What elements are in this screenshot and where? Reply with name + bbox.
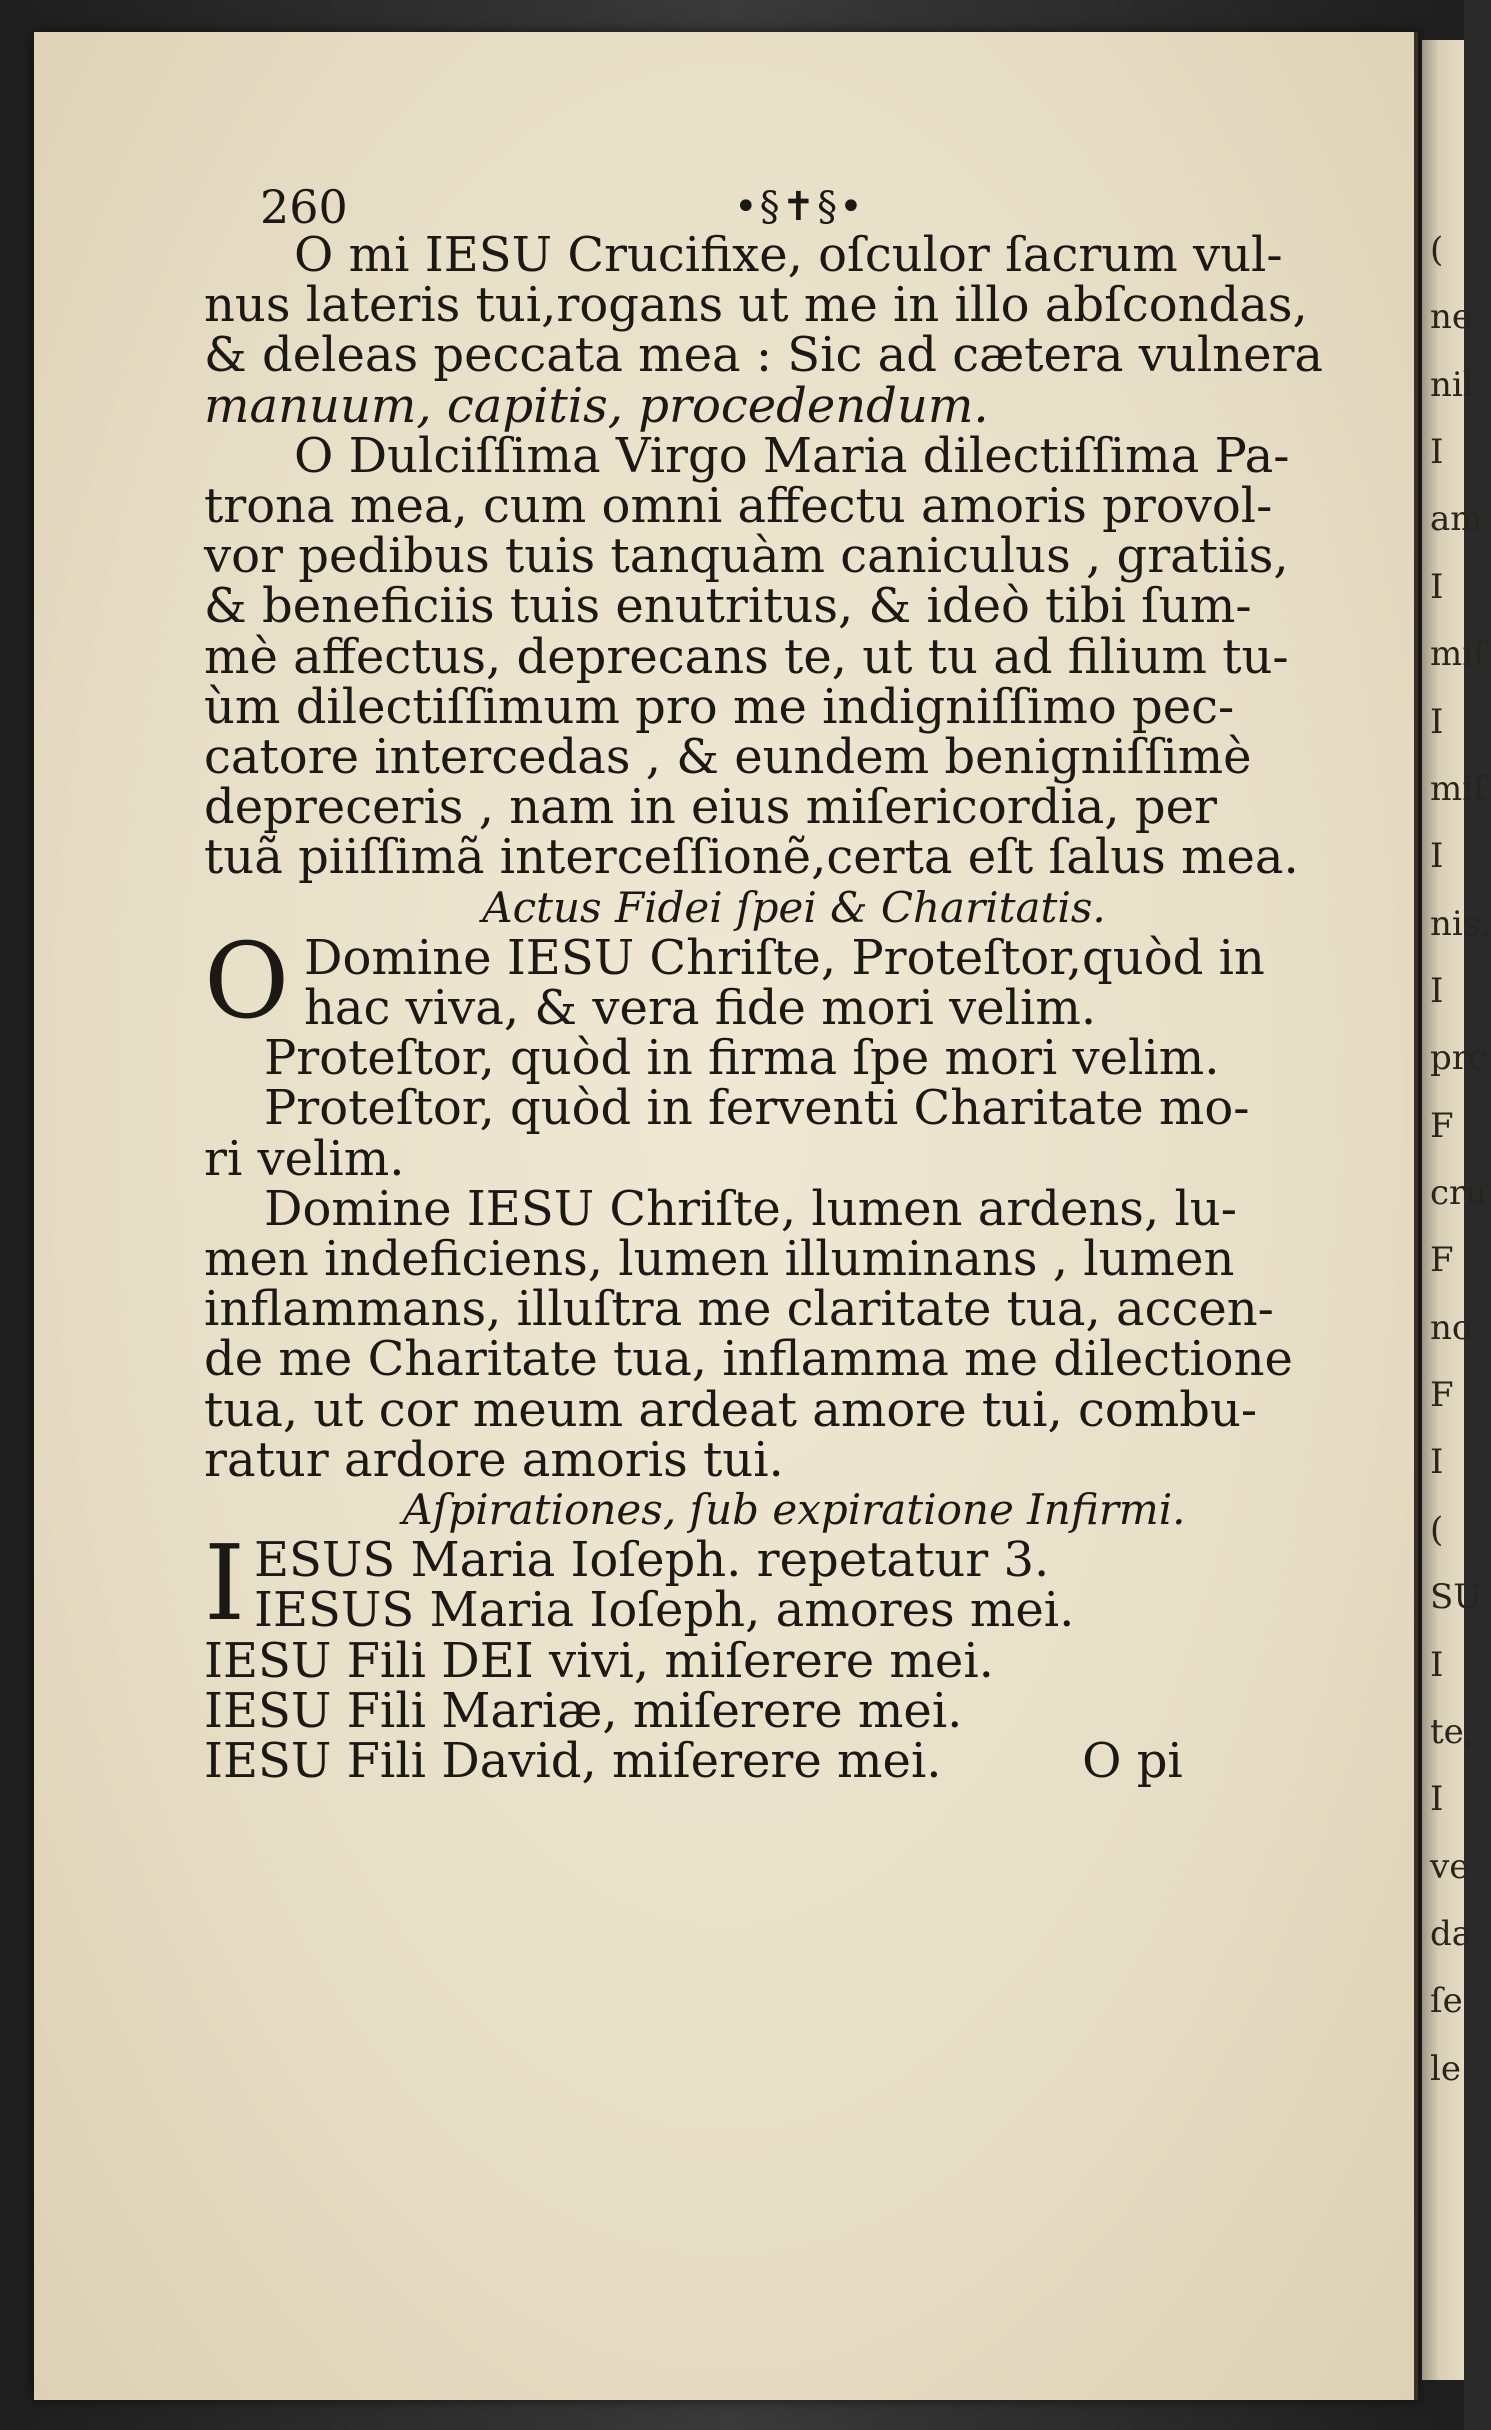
- text-line: [204, 327, 1444, 384]
- paragraph-6: [204, 1180, 1444, 1488]
- text-line: ùm dilectiſſimum pro me indigniſſimo pec-: [204, 678, 1235, 735]
- text-line: hac viva, & vera fide mori velim.: [304, 980, 1097, 1037]
- section-heading: Actus Fidei ſpei & Charitatis.: [482, 882, 1106, 932]
- adjacent-page-fragment: SU: [1430, 1577, 1482, 1618]
- adjacent-page-fragment: le: [1430, 2048, 1461, 2089]
- text-line: IESU Fili Mariæ, miſerere mei.: [204, 1682, 963, 1739]
- text-line: Domine IESU Chriſte, Proteſtor,quòd in: [304, 929, 1265, 986]
- text-line: tuã piiſſimã interceſſionẽ,certa eſt ſalus mea.: [204, 829, 1299, 886]
- adjacent-page-fragment: F: [1430, 1375, 1454, 1416]
- adjacent-page-fragment: miſ: [1430, 634, 1486, 675]
- adjacent-page-fragment: ve: [1430, 1846, 1470, 1887]
- adjacent-page-fragment: te,: [1430, 1711, 1475, 1752]
- adjacent-page-fragment: ſe: [1430, 1981, 1463, 2022]
- drop-cap: O: [204, 919, 290, 1042]
- text-line: de me Charitate tua, inflamma me dilectione: [204, 1331, 1293, 1388]
- text-line: tua, ut cor meum ardeat amore tui, combu-: [204, 1381, 1258, 1438]
- adjacent-page-fragment: I: [1430, 1644, 1444, 1685]
- adjacent-page-edge: [1422, 40, 1491, 2380]
- section-heading: Aſpirationes, ſub expiratione Infirmi.: [402, 1485, 1186, 1535]
- adjacent-page-fragment: am: [1430, 499, 1483, 540]
- text-line: & beneficiis tuis enutritus, & ideò tibi ſum-: [204, 578, 1252, 635]
- adjacent-page-fragment: I: [1430, 1442, 1444, 1483]
- adjacent-page-fragment: da: [1430, 1913, 1473, 1954]
- paragraph-7: [204, 1522, 1444, 1645]
- text-line: ratur ardore amoris tui.: [204, 1431, 784, 1488]
- adjacent-page-fragment: I: [1430, 836, 1444, 877]
- paragraph-4: [204, 1030, 1444, 1087]
- paragraph-3: [204, 919, 1444, 1042]
- text-line: catore intercedas , & eundem benigniſſimè: [204, 729, 1252, 786]
- text-line: O Dulciſſima Virgo Maria dilectiſſima Pa-: [294, 427, 1290, 484]
- text-line: vor pedibus tuis tanquàm caniculus , gratiis,: [204, 528, 1289, 585]
- catchword: O pi: [1082, 1733, 1183, 1790]
- adjacent-page-fragment: I: [1430, 432, 1444, 473]
- page-text: [204, 180, 1444, 1790]
- text-span: & deleas peccata mea : Sic ad cætera vulnera: [204, 327, 1324, 384]
- adjacent-page-fragment: I: [1430, 970, 1444, 1011]
- text-line: Proteſtor, quòd in ferventi Charitate mo-: [264, 1080, 1250, 1137]
- text-line: men indeficiens, lumen illuminans , lumen: [204, 1231, 1235, 1288]
- page-header: [204, 180, 1444, 234]
- text-line: [204, 1733, 1444, 1790]
- paragraph-2: [204, 427, 1444, 886]
- text-span: IESU Fili David, miſerere mei.: [204, 1733, 942, 1790]
- text-line: nus lateris tui,rogans ut me in illo abſcondas,: [204, 277, 1308, 334]
- paragraph-8: [204, 1632, 1444, 1790]
- adjacent-page-fragment: (: [1430, 1509, 1444, 1550]
- text-line: Proteſtor, quòd in firma ſpe mori velim.: [264, 1030, 1220, 1087]
- page-number: 260: [260, 180, 348, 234]
- text-line: mè affectus, deprecans te, ut tu ad filium tu-: [204, 628, 1289, 685]
- book-page: [34, 32, 1418, 2400]
- header-ornament: •§✝§•: [734, 184, 865, 230]
- adjacent-page-fragment: cru: [1430, 1173, 1488, 1213]
- text-line: ri velim.: [204, 1130, 405, 1187]
- text-line: trona mea, cum omni affectu amoris provol-: [204, 478, 1273, 535]
- adjacent-page-fragment: nil: [1430, 364, 1474, 405]
- adjacent-page-fragment: I: [1430, 566, 1444, 607]
- text-line: ESUS Maria Ioſeph. repetatur 3.: [254, 1532, 1050, 1589]
- text-line: O mi IESU Crucifixe, oſculor ſacrum vul-: [294, 227, 1283, 283]
- adjacent-page-fragment: F: [1430, 1240, 1454, 1281]
- adjacent-page-fragment: no: [1430, 1307, 1473, 1348]
- adjacent-page-fragment: I: [1430, 1779, 1444, 1820]
- adjacent-page-fragment: F: [1430, 1105, 1454, 1146]
- text-line: inflammans, illuſtra me claritate tua, accen-: [204, 1281, 1274, 1338]
- adjacent-page-fragment: (: [1430, 230, 1444, 270]
- adjacent-page-fragment: nis.: [1430, 903, 1491, 944]
- paragraph-5: [204, 1080, 1444, 1187]
- text-line: IESUS Maria Ioſeph, amores mei.: [254, 1582, 1075, 1639]
- adjacent-page-fragment: I: [1430, 701, 1444, 742]
- text-line: depreceris , nam in eius miſericordia, per: [204, 779, 1217, 836]
- paragraph-1: [204, 227, 1444, 434]
- adjacent-page-fragment: miſ: [1430, 768, 1486, 809]
- adjacent-page-fragment: prc: [1430, 1038, 1488, 1079]
- drop-cap: I: [204, 1522, 246, 1645]
- text-line: IESU Fili DEI vivi, miſerere mei.: [204, 1632, 994, 1689]
- text-line: Domine IESU Chriſte, lumen ardens, lu-: [264, 1180, 1237, 1237]
- text-line: manuum, capitis, procedendum.: [204, 377, 989, 434]
- adjacent-page-fragment: ne: [1430, 297, 1473, 338]
